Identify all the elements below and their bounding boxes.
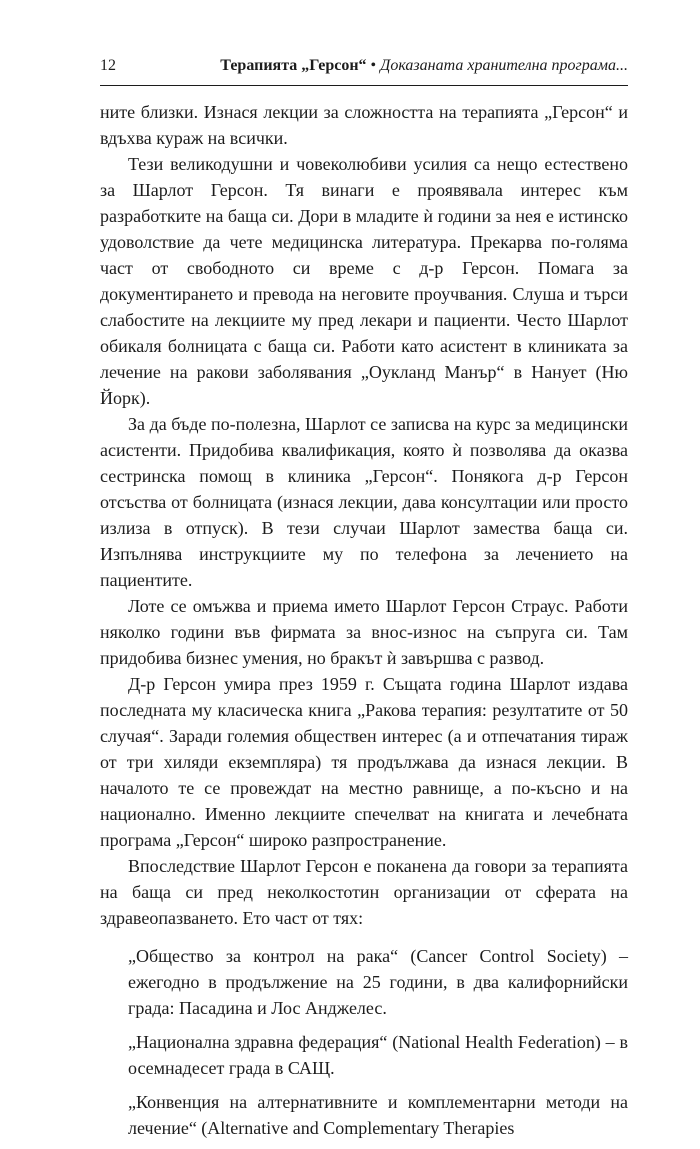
organization-list	[100, 943, 628, 1141]
page-header	[100, 57, 628, 81]
header-rule	[100, 85, 628, 86]
paragraph: Тези великодушни и човеколюбиви усилия са нещо естествено за Шарлот Герсон. Тя винаги е проявявала интерес към разработките на баща си. Дори в младите ѝ години за нея е истинско удоволствие да чете медицинска литература. Прекарва по-голяма част от свободното си време с д-р Герсон. Помага за документирането и превода на неговите проучвания. Слуша и търси слабостите на лекциите му пред лекари и пациенти. Често Шарлот обикаля болницата с баща си. Работи като асистент в клиниката за лечение на ракови заболявания „Оукланд Манър“ в Нанует (Ню Йорк).	[100, 154, 628, 408]
paragraph-continuation: ните близки. Изнася лекции за сложността на терапията „Герсон“ и вдъхва кураж на всички.	[100, 102, 628, 148]
organization-item: „Общество за контрол на рака“ (Cancer Control Society) – ежегодно в продължение на 25 години, в два калифорнийски града: Пасадина и Лос Анджелес.	[128, 946, 628, 1018]
page-number: 12	[100, 57, 116, 74]
book-title: Терапията „Герсон“	[220, 57, 367, 74]
paragraph: Лоте се омъжва и приема името Шарлот Герсон Страус. Работи няколко години във фирмата за внос-износ на съпруга си. Там придобива бизнес умения, но бракът ѝ завършва с развод.	[100, 596, 628, 668]
paragraph: Д-р Герсон умира през 1959 г. Същата година Шарлот издава последната му класическа книга „Ракова терапия: резултатите от 50 случая“. Заради големия обществен интерес (а и отпечатания тираж от три хиляди екземпляра) тя продължава да изнася лекции. В началото те се провеждат на местно равнище, а по-късно и на национално. Именно лекциите спечелват на книгата и лечебната програма „Герсон“ широко разпространение.	[100, 674, 628, 850]
running-head	[220, 57, 628, 75]
paragraph: Впоследствие Шарлот Герсон е поканена да говори за терапията на баща си пред неколкостотин организации от сферата на здравеопазването. Ето част от тях:	[100, 856, 628, 928]
header-separator: •	[366, 57, 381, 74]
paragraph: За да бъде по-полезна, Шарлот се записва на курс за медицински асистенти. Придобива квалификация, която ѝ позволява да оказва сестринска помощ в клиника „Герсон“. Понякога д-р Герсон отсъства от болницата (изнася лекции, дава консултации или просто излиза в отпуск). В тези случаи Шарлот замества баща си. Изпълнява инструкциите му по телефона за лечението на пациентите.	[100, 414, 628, 590]
organization-item: „Конвенция на алтернативните и комплементарни методи на лечение“ (Alternative and Complementary Therapies	[128, 1092, 628, 1138]
page-body	[100, 99, 628, 1149]
book-subtitle: Доказаната хранителна програма...	[380, 57, 628, 74]
organization-item: „Национална здравна федерация“ (National Health Federation) – в осемнадесет града в САЩ.	[128, 1032, 628, 1078]
